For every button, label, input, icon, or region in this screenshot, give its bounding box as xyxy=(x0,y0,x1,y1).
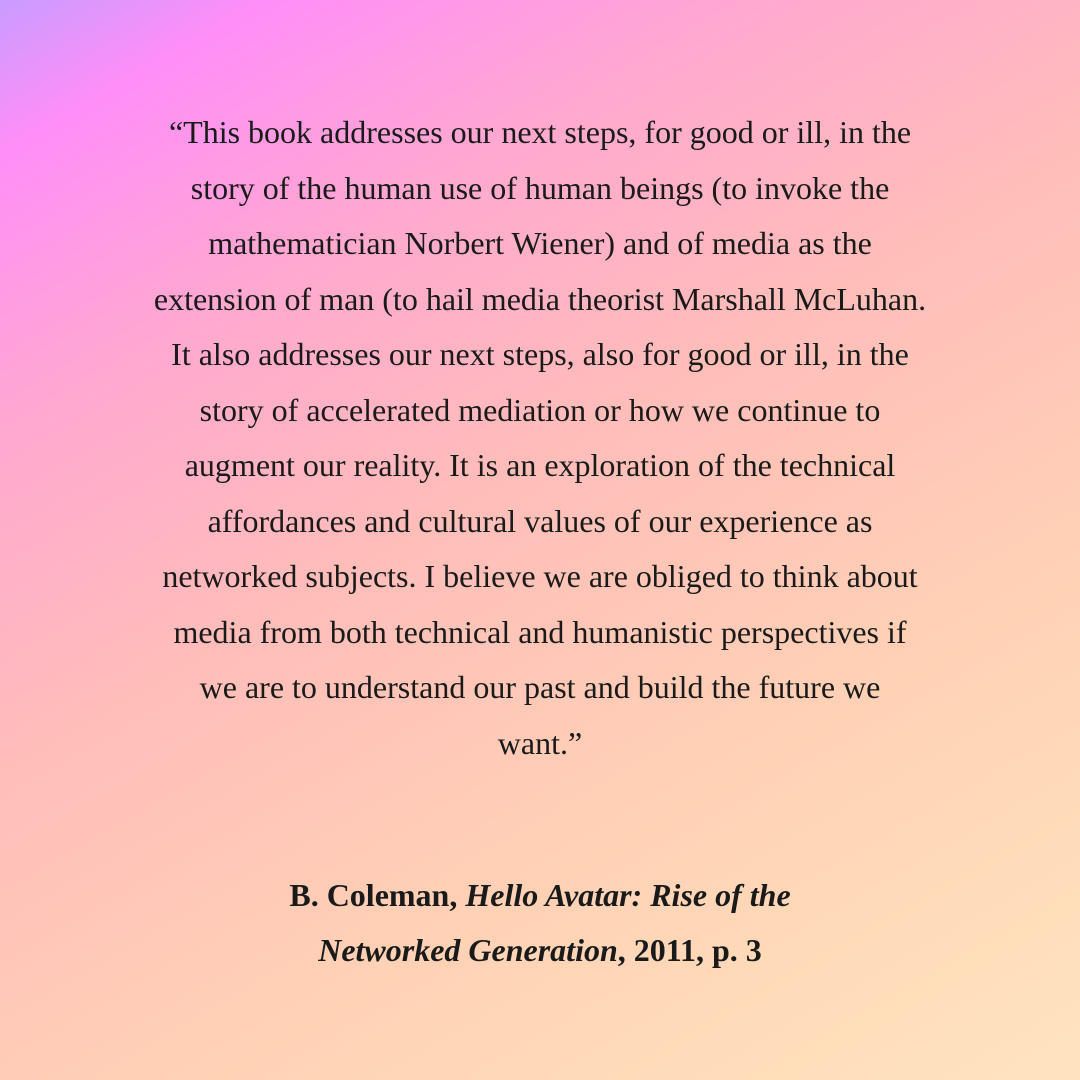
quote-text xyxy=(50,105,1030,771)
quote-line: media from both technical and humanistic perspectives if xyxy=(173,613,907,650)
citation-author: B. Coleman, xyxy=(289,877,466,913)
quote-line: networked subjects. I believe we are obliged to think about xyxy=(162,558,918,594)
citation-title-part-1: Hello Avatar: Rise of the xyxy=(465,877,791,913)
quote-line: mathematician Norbert Wiener) and of media as the xyxy=(208,225,872,261)
quote-line: It also addresses our next steps, also for good or ill, in the xyxy=(171,336,909,372)
quote-line: “This book addresses our next steps, for good or ill, in the xyxy=(168,114,912,150)
quote-line: we are to understand our past and build the future we xyxy=(199,669,881,705)
citation-title-part-2: Networked Generation xyxy=(318,932,618,968)
quote-line: extension of man (to hail media theorist Marshall McLuhan. xyxy=(153,280,927,317)
quote-line: want.” xyxy=(497,724,583,761)
quote-line: story of accelerated mediation or how we continue to xyxy=(199,391,881,428)
citation-line-2 xyxy=(60,923,1020,978)
quote-line: story of the human use of human beings (to invoke the xyxy=(190,169,890,206)
citation-details: , 2011, p. 3 xyxy=(617,932,762,968)
citation-line-1 xyxy=(60,868,1020,923)
quote-line: augment our reality. It is an exploration of the technical xyxy=(184,447,896,483)
citation xyxy=(60,868,1020,978)
quote-line: affordances and cultural values of our experience as xyxy=(207,502,873,539)
